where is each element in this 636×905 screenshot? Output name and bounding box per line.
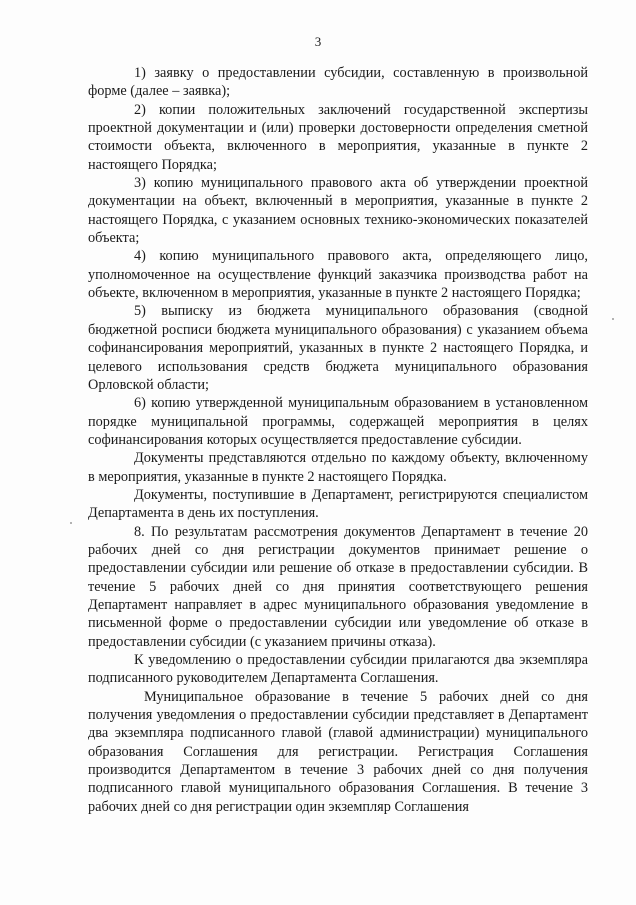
paragraph-notification-attachment: К уведомлению о предоставлении субсидии прилагаются два экземпляра подписанного руководителем Департамента Соглашения. xyxy=(88,652,588,687)
paragraph-item-3: 3) копию муниципального правового акта об утверждении проектной документации на объект, включенный в мероприятия, указанные в пункте 2 настоящего Порядка, с указанием основных технико-экономических показателей объекта; xyxy=(88,175,588,247)
scan-speck xyxy=(70,522,72,524)
paragraph-item-1: 1) заявку о предоставлении субсидии, составленную в произвольной форме (далее – заявка); xyxy=(88,65,588,100)
paragraph-item-5: 5) выписку из бюджета муниципального образования (сводной бюджетной росписи бюджета муниципального образования) с указанием объема софинансирования мероприятий, указанных в пункте 2 настоящего Порядка, и целевого использования средств бюджета муниципального образования Орловской области; xyxy=(88,303,588,393)
paragraph-item-4: 4) копию муниципального правового акта, определяющего лицо, уполномоченное на осуществление функций заказчика производства работ на объекте, включенном в мероприятия, указанные в пункте 2 настоящего Порядка; xyxy=(88,248,588,302)
paragraph-documents-per-object: Документы представляются отдельно по каждому объекту, включенному в мероприятия, указанные в пункте 2 настоящего Порядка. xyxy=(88,450,588,485)
page-number: 3 xyxy=(314,34,322,49)
paragraph-agreement-submission: Муниципальное образование в течение 5 рабочих дней со дня получения уведомления о предоставлении субсидии представляет в Департамент два экземпляра подписанного главой (главой администрации) муниципального образования Соглашения для регистрации. Регистрация Соглашения производится Департаментом в течение 3 рабочих дней со дня получения подписанного главой муниципального образования Соглашения. В течение 3 рабочих дней со дня регистрации один экземпляр Соглашения xyxy=(88,688,588,815)
paragraph-item-6: 6) копию утвержденной муниципальным образованием в установленном порядке муниципальной программы, содержащей мероприятия в целях софинансирования которых осуществляется предоставление субсидии. xyxy=(88,395,588,448)
paragraph-documents-registration: Документы, поступившие в Департамент, регистрируются специалистом Департамента в день их поступления. xyxy=(88,486,588,522)
scan-speck xyxy=(612,318,614,320)
paragraph-item-2: 2) копии положительных заключений государственной экспертизы проектной документации и (или) проверки достоверности определения сметной стоимости объекта, включенного в мероприятия, указанные в пункте 2 настоящего Порядка; xyxy=(88,101,588,173)
paragraph-section-8: 8. По результатам рассмотрения документов Департамент в течение 20 рабочих дней со дня регистрации документов принимает решение о предоставлении субсидии или решение об отказе в предоставлении субсидии. В течение 5 рабочих дней со дня принятия соответствующего решения Департамент направляет в адрес муниципального образования уведомление в письменной форме о предоставлении субсидии или уведомление об отказе в предоставлении субсидии (с указанием причины отказа). xyxy=(88,523,588,650)
document-body xyxy=(88,64,588,816)
